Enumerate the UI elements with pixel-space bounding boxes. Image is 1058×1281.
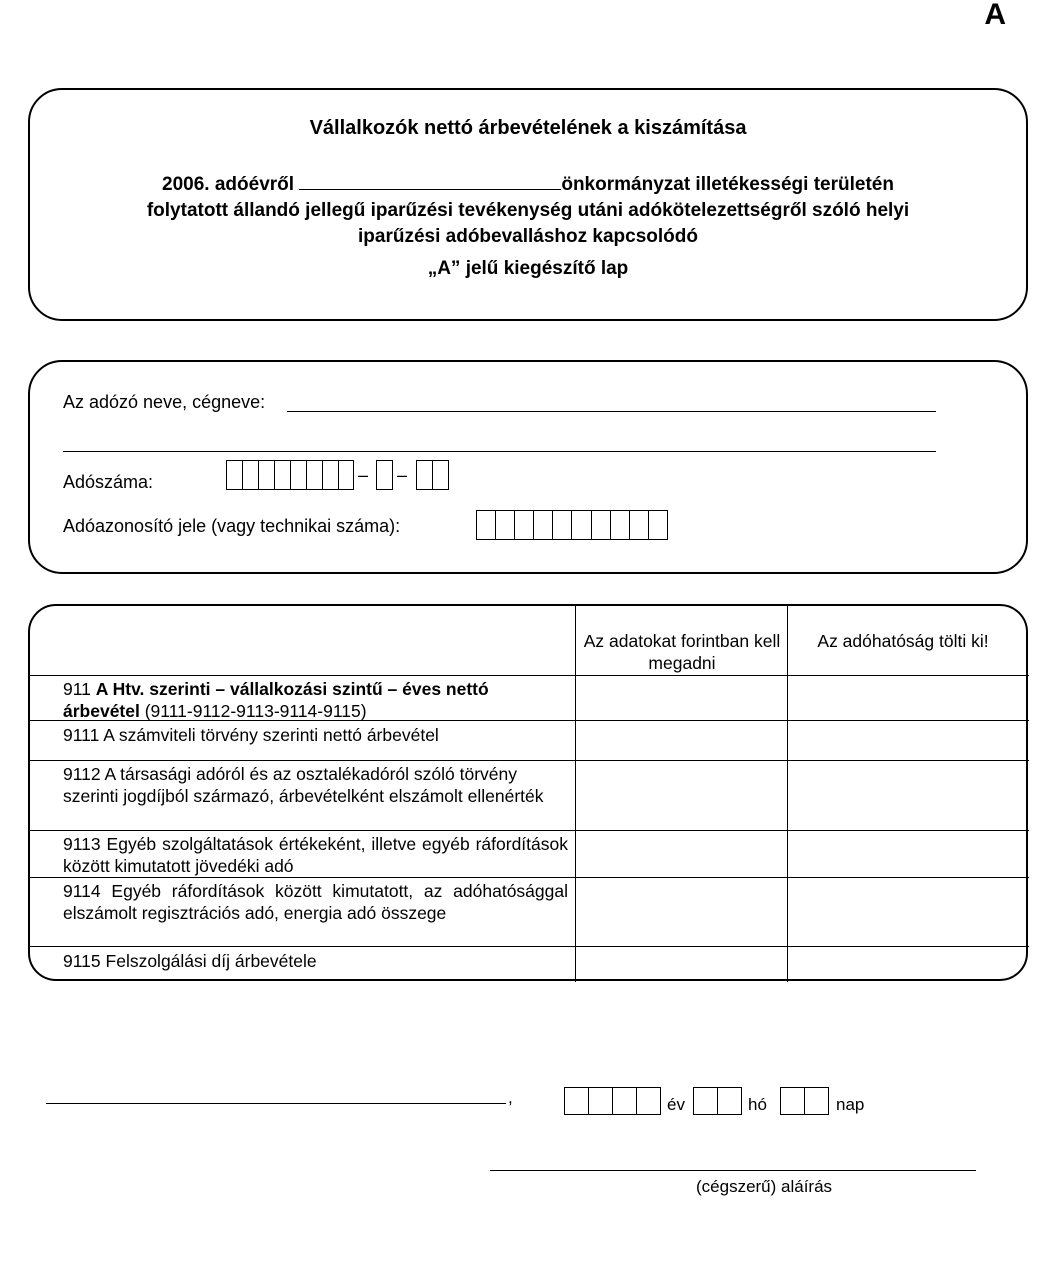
row-divider: [29, 946, 1029, 947]
year-cells[interactable]: [564, 1087, 661, 1115]
month-cells[interactable]: [693, 1087, 742, 1115]
table-row-911: [63, 678, 568, 722]
taxpayer-name-field[interactable]: [287, 411, 936, 412]
row-code: 9112: [63, 764, 101, 784]
form-subtitle: „A” jelű kiegészítő lap: [427, 258, 629, 279]
row-divider: [29, 830, 1029, 831]
column-header-amount: Az adatokat forintban kell megadni: [583, 631, 781, 673]
form-letter: A: [984, 0, 1006, 31]
place-comma: ,: [508, 1088, 513, 1107]
row-code: 911: [63, 679, 91, 699]
amount-cell-9112[interactable]: [577, 762, 785, 829]
taxpayer-name-field-line-2[interactable]: [63, 451, 936, 452]
row-code: 9114: [63, 881, 101, 901]
taxpayer-name-label: Az adózó neve, cégneve:: [63, 392, 266, 412]
day-cells[interactable]: [780, 1087, 829, 1115]
municipality-field[interactable]: [299, 171, 561, 190]
tax-number-vat-cell[interactable]: [376, 460, 393, 490]
amount-cell-9113[interactable]: [577, 832, 785, 876]
row-code: 9111: [63, 725, 100, 745]
year-prefix: 2006. adóévről: [162, 174, 295, 195]
tax-id-cells[interactable]: [476, 510, 668, 540]
description-line-3: iparűzési adóbevalláshoz kapcsolódó: [358, 226, 698, 247]
year-label: év: [667, 1095, 685, 1114]
form-description: [28, 171, 1028, 250]
table-row-9112: [63, 763, 577, 807]
row-text: Felszolgálási díj árbevétele: [105, 951, 317, 971]
row-divider: [29, 760, 1029, 761]
row-divider: [29, 877, 1029, 878]
tax-number-dash-1: –: [358, 465, 369, 485]
table-row-9113: [63, 833, 568, 877]
column-divider-2: [787, 605, 788, 982]
row-text: Egyéb ráfordítások között kimutatott, az adóhatósággal elszámolt regisztrációs adó, energia adó összege: [63, 881, 568, 923]
tax-number-label: Adószáma:: [63, 472, 154, 492]
authority-cell-911: [789, 677, 1024, 719]
row-formula: (9111-9112-9113-9114-9115): [144, 701, 367, 721]
signature-field[interactable]: [490, 1170, 976, 1171]
description-line-2: folytatott állandó jellegű iparűzési tevékenység utáni adókötelezettségről szóló helyi: [146, 200, 910, 221]
tax-id-label: Adóazonosító jele (vagy technikai száma):: [63, 516, 401, 536]
table-row-9115: [63, 950, 568, 972]
municipality-suffix: önkormányzat illetékességi területén: [561, 174, 894, 195]
tax-number-county-cells[interactable]: [416, 460, 449, 490]
tax-number-dash-2: –: [397, 465, 408, 485]
column-header-authority: Az adóhatóság tölti ki!: [817, 631, 989, 651]
table-row-9111: [63, 724, 568, 746]
row-code: 9115: [63, 951, 101, 971]
amount-cell-9114[interactable]: [577, 879, 785, 945]
amount-cell-9115[interactable]: [577, 948, 785, 979]
day-label: nap: [836, 1095, 865, 1114]
tax-number-main-cells[interactable]: [226, 460, 354, 490]
row-divider: [29, 675, 1029, 676]
signature-label: (cégszerű) aláírás: [696, 1177, 833, 1196]
table-row-9114: [63, 880, 568, 924]
row-title: A Htv. szerinti – vállalkozási szintű – éves nettó árbevétel: [63, 679, 489, 721]
row-text: A társasági adóról és az osztalékadóról szóló törvény szerinti jogdíjból származó, árbevételként elszámolt ellenérték: [63, 764, 544, 806]
row-text: A számviteli törvény szerinti nettó árbevétel: [103, 725, 439, 745]
place-field[interactable]: [46, 1103, 506, 1104]
row-text: Egyéb szolgáltatások értékeként, illetve egyéb ráfordítások között kimutatott jövedéki adó: [63, 834, 568, 876]
amount-cell-911[interactable]: [577, 677, 785, 719]
amount-cell-9111[interactable]: [577, 722, 785, 759]
month-label: hó: [748, 1095, 767, 1114]
row-code: 9113: [63, 834, 101, 854]
form-title: Vállalkozók nettó árbevételének a kiszámítása: [309, 117, 747, 139]
